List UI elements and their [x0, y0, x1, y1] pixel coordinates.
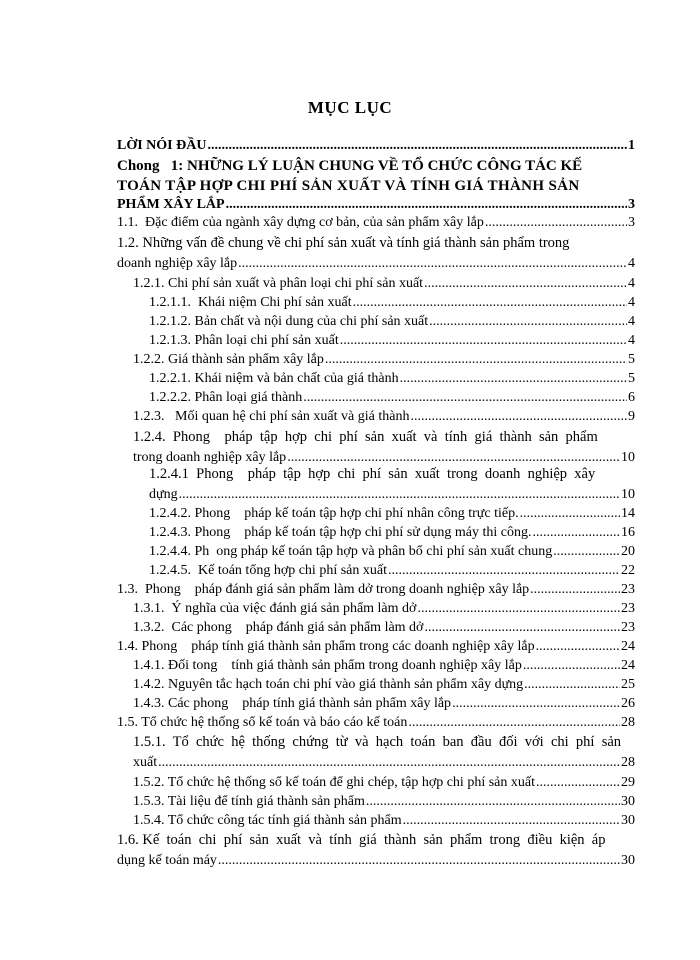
- toc-entry-text: 1.2.2. Giá thành sản phẩm xây lắp: [133, 352, 324, 367]
- toc-entry-page: 30: [621, 853, 635, 868]
- dot-leader: [353, 295, 627, 311]
- dot-leader: [536, 775, 620, 791]
- toc-entry-text: 1.2.3. Mối quan hệ chi phí sản xuất và giá thành: [133, 409, 410, 424]
- toc-entry-1-2-4-2[interactable]: [149, 506, 635, 522]
- toc-entry-page: 22: [621, 563, 635, 578]
- toc-entry-1-2-2[interactable]: [133, 352, 635, 368]
- toc-entry-text: 1.5.2. Tổ chức hệ thống sổ kế toán để ghi chép, tập hợp chi phí sản xuất: [133, 775, 535, 790]
- dot-leader: [207, 138, 627, 154]
- dot-leader: [429, 314, 627, 330]
- toc-entry-line: dựng: [149, 487, 178, 502]
- dot-leader: [452, 696, 620, 712]
- toc-entry-page: 4: [628, 276, 635, 291]
- toc-entry-text: 1.4.2. Nguyên tắc hạch toán chi phí vào giá thành sản phẩm xây dựng: [133, 677, 524, 692]
- toc-entry-loi-noi-dau[interactable]: [117, 138, 635, 154]
- dot-leader: [424, 276, 627, 292]
- toc-entry-page: 23: [621, 620, 635, 635]
- toc-entry-text: 1.3. Phong pháp đánh giá sản phẩm làm dở trong doanh nghiệp xây lắp: [117, 582, 530, 597]
- toc-entry-page: 29: [621, 775, 635, 790]
- dot-leader: [417, 601, 620, 617]
- toc-entry-text: 1.5.4. Tổ chức công tác tính giá thành sản phẩm: [133, 813, 402, 828]
- toc-entry-page: 24: [621, 658, 635, 673]
- toc-entry-text: 1.2.1.3. Phân loại chi phí sản xuất: [149, 333, 339, 348]
- dot-leader: [325, 352, 627, 368]
- toc-entry-text: 1.2.4.3. Phong pháp kế toán tập hợp chi phí sử dụng máy thi công.: [149, 525, 532, 540]
- dot-leader: [158, 755, 620, 771]
- toc-entry-page: 10: [621, 450, 635, 465]
- toc-entry-1-5-3[interactable]: [133, 794, 635, 810]
- toc-entry-line: Chong 1: NHỮNG LÝ LUẬN CHUNG VỀ TỔ CHỨC CÔNG TÁC KẾ: [117, 158, 583, 174]
- dot-leader: [520, 506, 620, 522]
- toc-entry-page: 14: [621, 506, 635, 521]
- dot-leader: [523, 658, 620, 674]
- toc-entry-text: LỜI NÓI ĐẦU: [117, 138, 207, 153]
- toc-entry-page: 28: [621, 715, 635, 730]
- toc-entry-page: 30: [621, 813, 635, 828]
- toc-entry-1-1[interactable]: [117, 215, 635, 231]
- dot-leader: [532, 525, 620, 541]
- toc-entry-page: 24: [621, 639, 635, 654]
- toc-entry-page: 5: [628, 371, 635, 386]
- toc-entry-1-2-1-2[interactable]: [149, 314, 635, 330]
- toc-entry-page: 9: [628, 409, 635, 424]
- toc-entry-1-4[interactable]: [117, 639, 635, 655]
- toc-entry-page: 23: [621, 601, 635, 616]
- dot-leader: [403, 813, 620, 829]
- toc-entry-text: 1.2.1.2. Bản chất và nội dung của chi phí sản xuất: [149, 314, 429, 329]
- toc-entry-page: 4: [628, 295, 635, 310]
- toc-entry-text: 1.5. Tổ chức hệ thống sổ kế toán và báo cáo kế toán: [117, 715, 408, 730]
- toc-entry-page: 3: [628, 215, 635, 230]
- toc-entry-line: 1.5.1. Tổ chức hệ thống chứng từ và hạch toán ban đầu đối với chi phí sản: [133, 734, 622, 750]
- toc-entry-text: 1.5.3. Tài liệu để tính giá thành sản phẩm: [133, 794, 365, 809]
- toc-entry-line: PHẨM XÂY LẮP: [117, 197, 225, 212]
- toc-entry-text: 1.2.2.2. Phân loại giá thành: [149, 390, 303, 405]
- toc-entry-page: 30: [621, 794, 635, 809]
- toc-entry-page: 10: [621, 487, 635, 502]
- toc-entry-1-3-2[interactable]: [133, 620, 635, 636]
- toc-entry-text: 1.2.4.2. Phong pháp kế toán tập hợp chi phí nhân công trực tiếp.: [149, 506, 519, 521]
- dot-leader: [424, 620, 620, 636]
- toc-entry-text: 1.2.1.1. Khái niệm Chi phí sản xuất: [149, 295, 352, 310]
- toc-entry-1-2-1-1[interactable]: [149, 295, 635, 311]
- dot-leader: [400, 371, 627, 387]
- toc-entry-line: doanh nghiệp xây lắp: [117, 256, 238, 271]
- toc-entry-line: TOÁN TẬP HỢP CHI PHÍ SẢN XUẤT VÀ TÍNH GIÁ THÀNH SẢN: [117, 178, 580, 194]
- toc-entry-page: 26: [621, 696, 635, 711]
- toc-entry-1-2-4-4[interactable]: [149, 544, 635, 560]
- toc-entry-text: 1.2.1. Chi phí sản xuất và phân loại chi phí sản xuất: [133, 276, 424, 291]
- dot-leader: [340, 333, 627, 349]
- toc-entry-text: 1.1. Đặc điểm của ngành xây dựng cơ bản, của sản phẩm xây lắp: [117, 215, 484, 230]
- toc-entry-1-2-1[interactable]: [133, 276, 635, 292]
- toc-entry-page: 4: [628, 333, 635, 348]
- toc-entry-text: 1.4.3. Các phong pháp tính giá thành sản phẩm xây lắp: [133, 696, 452, 711]
- dot-leader: [408, 715, 620, 731]
- toc-entry-line: dụng kế toán máy: [117, 853, 217, 868]
- toc-entry-text: 1.3.2. Các phong pháp đánh giá sản phẩm làm dở: [133, 620, 424, 635]
- toc-entry-1-5[interactable]: [117, 715, 635, 731]
- dot-leader: [366, 794, 620, 810]
- toc-entry-page: 5: [628, 352, 635, 367]
- dot-leader: [218, 853, 620, 869]
- toc-entry-line: 1.2.4.1 Phong pháp tập hợp chi phí sản xuất trong doanh nghiệp xây: [149, 466, 596, 482]
- page-title: MỤC LỤC: [307, 98, 393, 117]
- toc-entry-page: 20: [621, 544, 635, 559]
- toc-entry-1-2-3[interactable]: [133, 409, 635, 425]
- toc-entry-page: 28: [621, 755, 635, 770]
- toc-entry-page: 4: [628, 314, 635, 329]
- toc-entry-line: 1.6. Kế toán chi phí sản xuất và tính giá thành sản phẩm trong điều kiện áp: [117, 832, 606, 848]
- toc-entry-1-2-4-3[interactable]: [149, 525, 635, 541]
- dot-leader: [524, 677, 620, 693]
- toc-entry-1-4-1[interactable]: [133, 658, 635, 674]
- toc-entry-page: 25: [621, 677, 635, 692]
- toc-entry-1-5-4[interactable]: [133, 813, 635, 829]
- dot-leader: [530, 582, 620, 598]
- toc-entry-1-2-2-1[interactable]: [149, 371, 635, 387]
- toc-entry-line: xuất: [133, 755, 158, 770]
- dot-leader: [303, 390, 627, 406]
- toc-entry-1-3-1[interactable]: [133, 601, 635, 617]
- dot-leader: [485, 215, 627, 231]
- toc-entry-1-3[interactable]: [117, 582, 635, 598]
- toc-entry-text: 1.2.4.5. Kế toán tổng hợp chi phí sản xuất: [149, 563, 387, 578]
- toc-entry-1-4-3[interactable]: [133, 696, 635, 712]
- dot-leader: [536, 639, 620, 655]
- toc-entry-page: 6: [628, 390, 635, 405]
- toc-entry-line: 1.2. Những vấn đề chung về chi phí sản xuất và tính giá thành sản phẩm trong: [117, 235, 570, 251]
- dot-leader: [388, 563, 620, 579]
- toc-entry-text: 1.4.1. Đối tong tính giá thành sản phẩm trong doanh nghiệp xây lắp: [133, 658, 522, 673]
- dot-leader: [238, 256, 627, 272]
- toc-entry-page: 1: [628, 138, 635, 153]
- toc-entry-1-2-2-2[interactable]: [149, 390, 635, 406]
- toc-entry-text: 1.2.4.4. Ph ong pháp kế toán tập hợp và phân bổ chi phí sản xuất chung: [149, 544, 553, 559]
- toc-entry-text: 1.4. Phong pháp tính giá thành sản phẩm trong các doanh nghiệp xây lắp: [117, 639, 535, 654]
- dot-leader: [226, 197, 627, 213]
- toc-entry-1-2-1-3[interactable]: [149, 333, 635, 349]
- toc-entry-line: 1.2.4. Phong pháp tập hợp chi phí sản xuất và tính giá thành sản phẩm: [133, 429, 598, 445]
- toc-entry-page: 16: [621, 525, 635, 540]
- toc-entry-1-5-2[interactable]: [133, 775, 635, 791]
- toc-entry-1-4-2[interactable]: [133, 677, 635, 693]
- toc-entry-line: trong doanh nghiệp xây lắp: [133, 450, 287, 465]
- toc-entry-page: 23: [621, 582, 635, 597]
- dot-leader: [553, 544, 620, 560]
- dot-leader: [410, 409, 627, 425]
- toc-entry-text: 1.2.2.1. Khái niệm và bản chất của giá thành: [149, 371, 399, 386]
- toc-entry-text: 1.3.1. Ý nghĩa của việc đánh giá sản phẩm làm dở: [133, 601, 417, 616]
- dot-leader: [179, 487, 620, 503]
- dot-leader: [287, 450, 620, 466]
- toc-entry-1-2-4-5[interactable]: [149, 563, 635, 579]
- toc-entry-page: 3: [628, 197, 635, 212]
- toc-entry-page: 4: [628, 256, 635, 271]
